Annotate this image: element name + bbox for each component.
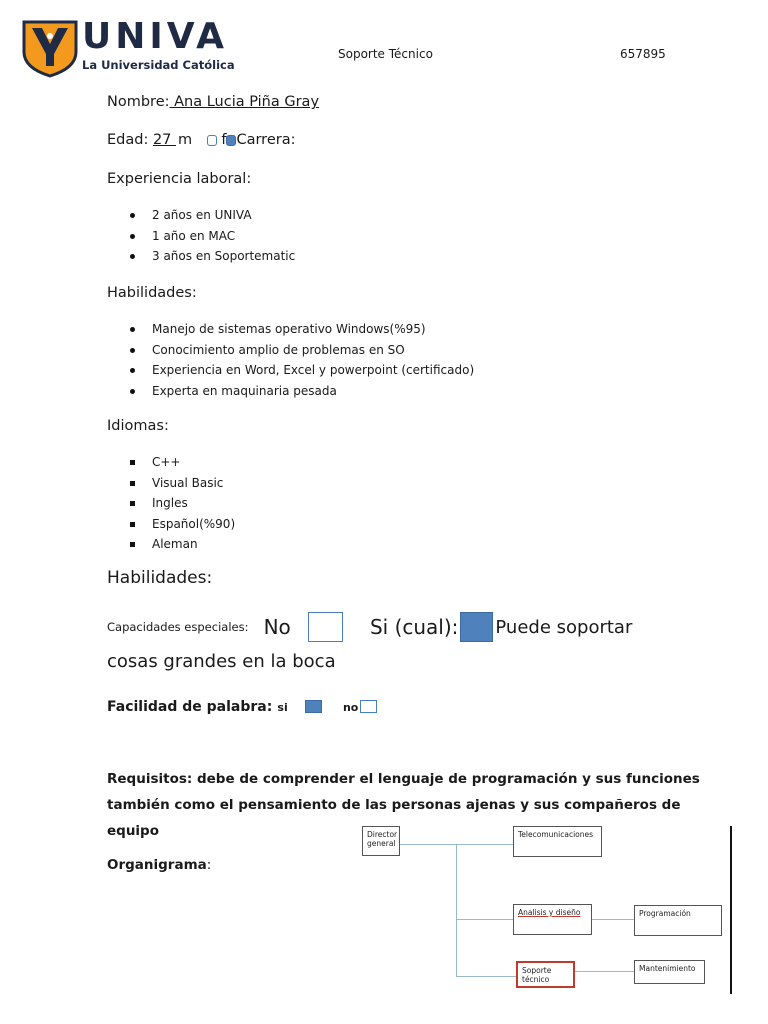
languages-title: Idiomas:: [107, 418, 169, 434]
org-box-support-highlighted: Soporte técnico: [516, 961, 575, 988]
org-box-analysis: Analisis y diseño: [513, 904, 592, 935]
logo-word: UNIVA: [82, 16, 229, 57]
requirements-line-3: equipo: [107, 823, 159, 839]
requirements-block: [107, 766, 707, 844]
age-line: [107, 132, 295, 148]
name-label: Nombre:: [107, 94, 170, 110]
connector-line: [456, 844, 457, 977]
connector-line: [456, 976, 516, 977]
org-box-programming: Programación: [634, 905, 722, 936]
list-item: Español(%90): [130, 514, 235, 535]
list-item: 1 año en MAC: [130, 226, 295, 247]
age-label: Edad:: [107, 132, 149, 148]
name-line: [107, 94, 319, 110]
org-chart-title-colon: :: [206, 857, 212, 873]
department-label: Soporte Técnico: [338, 47, 433, 61]
list-item: Aleman: [130, 534, 235, 555]
special-yes-label: Si (cual):: [369, 615, 459, 639]
skills-title: Habilidades:: [107, 285, 197, 301]
org-box-maintenance: Mantenimiento: [634, 960, 705, 984]
special-label: Capacidades especiales:: [107, 620, 249, 634]
requirements-line-1: Requisitos: debe de comprender el lenguaje de programación y sus funciones: [107, 771, 700, 787]
special-capabilities-line: [107, 612, 632, 642]
list-item: 2 años en UNIVA: [130, 205, 295, 226]
speech-no-label: no: [342, 701, 359, 714]
experience-list: [130, 205, 295, 267]
languages-list: [130, 452, 235, 555]
sex-m-checkbox[interactable]: [207, 135, 217, 146]
list-item: C++: [130, 452, 235, 473]
speech-yes-checkbox[interactable]: [305, 700, 322, 713]
org-chart-title: [107, 857, 211, 873]
univa-logo: [20, 18, 260, 78]
experience-title: Experiencia laboral:: [107, 171, 252, 187]
speech-no-checkbox[interactable]: [360, 700, 377, 713]
list-item: 3 años en Soportematic: [130, 246, 295, 267]
speech-label: Facilidad de palabra:: [107, 699, 273, 715]
special-no-checkbox[interactable]: [308, 612, 343, 642]
list-item: Experta en maquinaria pesada: [130, 381, 474, 402]
list-item: Visual Basic: [130, 473, 235, 494]
org-chart-title-text: Organigrama: [107, 857, 207, 873]
list-item: Conocimiento amplio de problemas en SO: [130, 340, 474, 361]
sex-f-label: f: [221, 132, 227, 148]
career-label: Carrera:: [236, 132, 296, 148]
list-item: Ingles: [130, 493, 235, 514]
speech-line: [107, 696, 377, 715]
connector-line: [592, 919, 634, 920]
connector-line: [574, 971, 634, 972]
sex-f-checkbox[interactable]: [226, 135, 236, 146]
list-item: Manejo de sistemas operativo Windows(%95): [130, 319, 474, 340]
page-margin-line: [730, 826, 732, 994]
speech-yes-label: si: [277, 701, 288, 714]
code-label: 657895: [620, 47, 666, 61]
special-text-1: Puede soportar: [495, 616, 633, 638]
list-item: Experiencia en Word, Excel y powerpoint (certificado): [130, 360, 474, 381]
sex-m-label: m: [178, 132, 193, 148]
connector-line: [456, 919, 513, 920]
skills2-title: Habilidades:: [107, 568, 213, 588]
special-text-2: cosas grandes en la boca: [107, 651, 336, 672]
special-yes-checkbox[interactable]: [460, 612, 493, 642]
special-no-label: No: [263, 615, 291, 639]
name-value: Ana Lucia Piña Gray: [169, 94, 320, 110]
age-value: 27: [152, 132, 177, 148]
org-box-telecom: Telecomunicaciones: [513, 826, 602, 857]
org-box-director: Director general: [362, 826, 400, 856]
requirements-line-2: también como el pensamiento de las personas ajenas y sus compañeros de: [107, 797, 681, 813]
logo-tagline: La Universidad Católica: [82, 58, 235, 72]
skills-list: [130, 319, 474, 401]
